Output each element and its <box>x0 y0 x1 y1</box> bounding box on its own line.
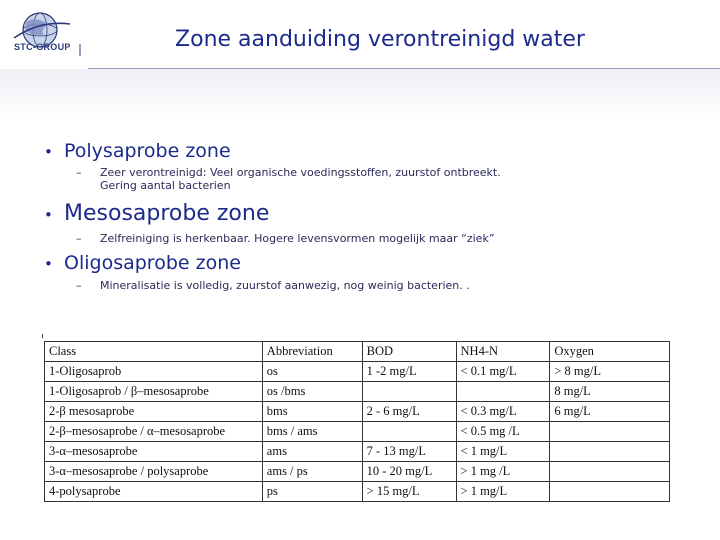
zone-name: Polysaprobe zone <box>64 140 231 162</box>
title-divider <box>88 68 720 69</box>
header-nh4n: NH4-N <box>456 342 550 362</box>
table-header-row <box>45 342 670 362</box>
cell-bod: 2 - 6 mg/L <box>362 402 456 422</box>
cell-oxygen <box>550 422 670 442</box>
dash-icon: – <box>76 166 82 179</box>
dash-icon: – <box>76 232 82 245</box>
zone-detail-polysaprobe <box>76 166 546 192</box>
header-class: Class <box>45 342 263 362</box>
cell-bod: 10 - 20 mg/L <box>362 462 456 482</box>
zone-detail-line: Mineralisatie is volledig, zuurstof aanwezig, nog weinig bacterien. . <box>100 279 470 292</box>
cell-bod: 1 -2 mg/L <box>362 362 456 382</box>
bullet-icon: • <box>44 143 53 161</box>
zone-detail-line: Zeer verontreinigd: Veel organische voedingsstoffen, zuurstof ontbreekt. <box>100 166 501 179</box>
zone-name: Mesosaprobe zone <box>64 201 270 226</box>
table-row <box>45 382 670 402</box>
cell-abbreviation: bms / ams <box>262 422 362 442</box>
zone-bullet-oligosaprobe <box>44 252 241 274</box>
cell-bod <box>362 422 456 442</box>
table-row <box>45 442 670 462</box>
cell-nh4n: < 1 mg/L <box>456 442 550 462</box>
cell-nh4n: < 0.3 mg/L <box>456 402 550 422</box>
cell-oxygen: 6 mg/L <box>550 402 670 422</box>
table-corner-mark <box>42 334 47 338</box>
cell-oxygen: 8 mg/L <box>550 382 670 402</box>
zone-name: Oligosaprobe zone <box>64 252 241 274</box>
cell-abbreviation: bms <box>262 402 362 422</box>
zone-detail-mesosaprobe <box>76 232 546 245</box>
cell-abbreviation: os /bms <box>262 382 362 402</box>
dash-icon: – <box>76 279 82 292</box>
table-row <box>45 402 670 422</box>
cell-bod <box>362 382 456 402</box>
cell-class: 1-Oligosaprob / β–mesosaprobe <box>45 382 263 402</box>
cell-class: 4-polysaprobe <box>45 482 263 502</box>
zone-bullet-polysaprobe <box>44 140 231 162</box>
bullet-icon: • <box>44 255 53 273</box>
cell-bod: > 15 mg/L <box>362 482 456 502</box>
cell-class: 2-β–mesosaprobe / α–mesosaprobe <box>45 422 263 442</box>
cell-oxygen <box>550 482 670 502</box>
cell-oxygen <box>550 462 670 482</box>
table-row <box>45 362 670 382</box>
cell-class: 3-α–mesosaprobe / polysaprobe <box>45 462 263 482</box>
cell-class: 3-α–mesosaprobe <box>45 442 263 462</box>
stc-group-logo <box>6 8 96 60</box>
header-abbreviation: Abbreviation <box>262 342 362 362</box>
cell-abbreviation: os <box>262 362 362 382</box>
slide-title: Zone aanduiding verontreinigd water <box>175 27 585 52</box>
header-oxygen: Oxygen <box>550 342 670 362</box>
saprobic-classification-table <box>44 341 670 502</box>
cell-nh4n: > 1 mg/L <box>456 482 550 502</box>
cell-class: 1-Oligosaprob <box>45 362 263 382</box>
header-band <box>0 69 720 117</box>
cell-nh4n <box>456 382 550 402</box>
cell-nh4n: < 0.1 mg/L <box>456 362 550 382</box>
table-row <box>45 462 670 482</box>
cell-abbreviation: ps <box>262 482 362 502</box>
cell-nh4n: > 1 mg /L <box>456 462 550 482</box>
zone-detail-line: Zelfreiniging is herkenbaar. Hogere levensvormen mogelijk maar “ziek” <box>100 232 495 245</box>
zone-bullet-mesosaprobe <box>44 201 269 226</box>
cell-abbreviation: ams <box>262 442 362 462</box>
cell-nh4n: < 0.5 mg /L <box>456 422 550 442</box>
cell-abbreviation: ams / ps <box>262 462 362 482</box>
table-row <box>45 422 670 442</box>
bullet-icon: • <box>44 206 53 224</box>
zone-detail-oligosaprobe <box>76 279 546 292</box>
cell-oxygen <box>550 442 670 462</box>
cell-oxygen: > 8 mg/L <box>550 362 670 382</box>
table-row <box>45 482 670 502</box>
header-bod: BOD <box>362 342 456 362</box>
cell-class: 2-β mesosaprobe <box>45 402 263 422</box>
zone-detail-line: Gering aantal bacterien <box>100 179 231 192</box>
cell-bod: 7 - 13 mg/L <box>362 442 456 462</box>
logo-text: STC-GROUP <box>14 42 71 52</box>
